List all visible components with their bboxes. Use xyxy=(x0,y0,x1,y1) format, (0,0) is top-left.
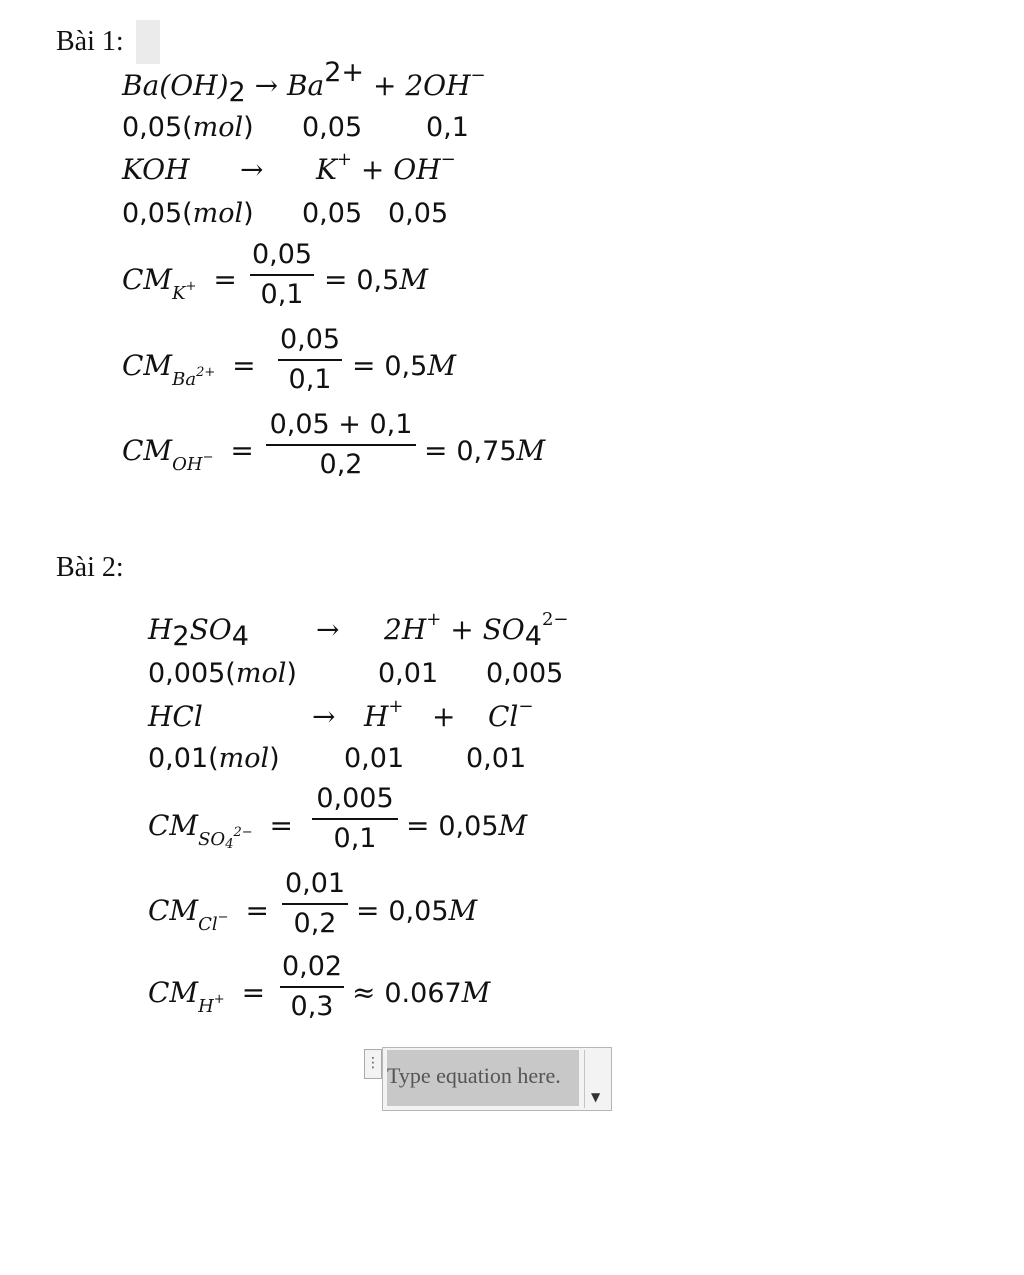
concentration-ba-2-plus-label: $CM_{Ba^{2+}}$ = xyxy=(122,349,256,390)
equation-ba-oh-2-dissociation: $Ba(OH)_2 \to Ba^{2+} + 2OH^-$ xyxy=(122,56,486,108)
concentration-ba-2-plus-fraction: 0,05 0,1 xyxy=(279,324,341,395)
chevron-down-icon: ▼ xyxy=(591,1090,601,1104)
mole-row-hcl: 0,01(mol) 0,01 0,01 xyxy=(148,743,527,774)
concentration-h-plus-result: ≈ 0.067M xyxy=(352,976,491,1009)
exercise-2-heading: Bài 2: xyxy=(56,552,124,583)
text-cursor-highlight xyxy=(136,20,160,64)
mole-row-h2so4: 0,005(mol) 0,01 0,005 xyxy=(148,658,564,689)
equation-options-dropdown[interactable] xyxy=(584,1050,609,1108)
concentration-h-plus-label: $CM_{H^+}$ = xyxy=(148,976,266,1017)
concentration-oh-minus-fraction: 0,05 + 0,1 0,2 xyxy=(266,408,416,482)
concentration-so4-2-minus-label: $CM_{SO_4^{2-}}$ = xyxy=(148,809,294,852)
equation-koh-dissociation: KOH → K+ + OH− xyxy=(122,148,456,186)
concentration-cl-minus-fraction: 0,01 0,2 xyxy=(282,867,348,941)
concentration-oh-minus-result: = 0,75M xyxy=(424,434,546,467)
concentration-so4-2-minus-fraction: 0,005 0,1 xyxy=(312,782,398,856)
equation-input[interactable]: Type equation here. xyxy=(387,1050,579,1106)
equation-h2so4-dissociation: $H_2SO_4$ → $2H^+ + SO_4^{2-}$ xyxy=(148,608,569,652)
concentration-cl-minus-label: $CM_{Cl^-}$ = xyxy=(148,894,269,935)
equation-hcl-dissociation: HCl → H+ + Cl− xyxy=(148,695,534,733)
equation-move-handle-icon[interactable]: ⋮ xyxy=(364,1049,382,1079)
concentration-k-plus-result: = 0,5M xyxy=(324,263,428,296)
concentration-so4-2-minus-result: = 0,05M xyxy=(406,809,528,842)
concentration-k-plus-label: $CM_{K^+}$ = xyxy=(122,263,237,304)
concentration-h-plus-fraction: 0,02 0,3 xyxy=(281,951,343,1022)
concentration-ba-2-plus-result: = 0,5M xyxy=(352,349,456,382)
concentration-k-plus-fraction: 0,05 0,1 xyxy=(251,239,313,310)
concentration-oh-minus-label: $CM_{OH^-}$ = xyxy=(122,434,254,475)
mole-row-koh: 0,05(mol) 0,05 0,05 xyxy=(122,198,449,229)
mole-row-ba-oh-2: 0,05(mol) 0,05 0,1 xyxy=(122,112,469,143)
concentration-cl-minus-result: = 0,05M xyxy=(356,894,478,927)
exercise-1-heading: Bài 1: xyxy=(56,26,124,57)
